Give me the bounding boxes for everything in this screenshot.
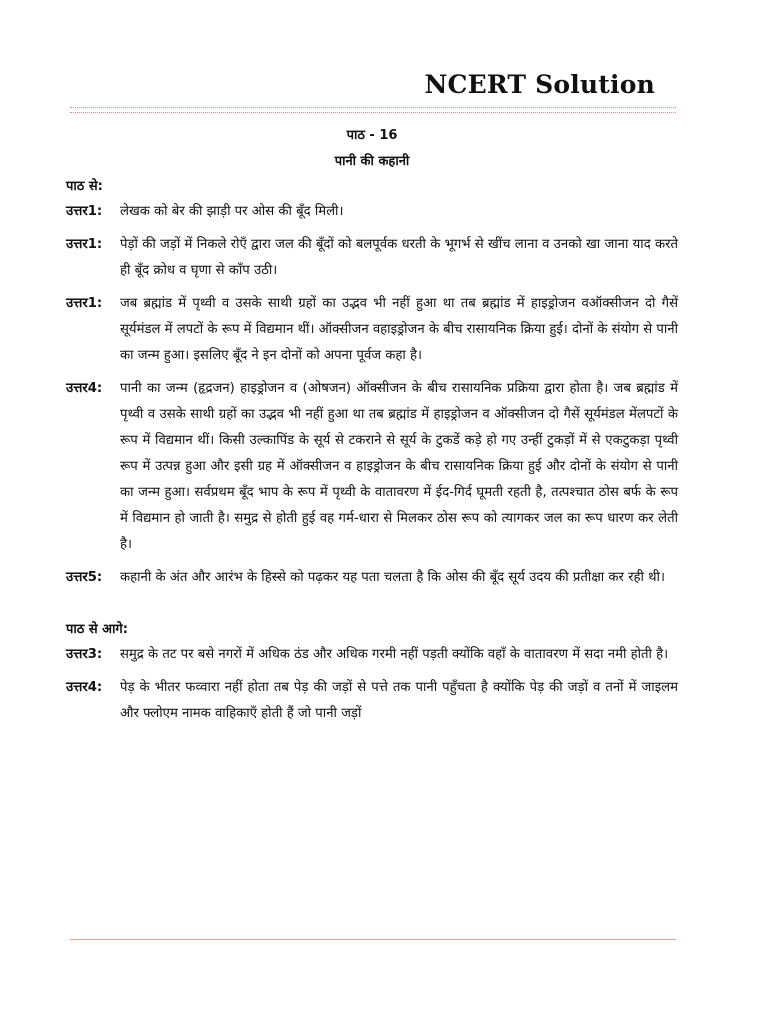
answer-item [66,376,678,558]
answer-text: पानी का जन्म (हृद्रजन) हाइड्रोजन व (ओषजन) ऑक्सीजन के बीच रासायनिक प्रक्रिया द्वारा होता है। जब ब्रह्मांड में पृथ्वी व उसके साथी ग्रहों का उद्भव भी नहीं हुआ था तब ब्रह्मांड में हाइड्रोजन व ऑक्सीजन दो गैसें सूर्यमंडल मेंलपटों के रूप में विद्यमान थीं। किसी उल्कापिंड के सूर्य से टकराने से सूर्य के टुकडें कड़े हो गए उन्हीं टुकड़ों में से एकटुकड़ा पृथ्वी रूप में उत्पन्न हुआ और इसी ग्रह में ऑक्सीजन व हाइड्रोजन के बीच रासायनिक क्रिया हुई और दोनों के संयोग से पानी का जन्म हुआ। सर्वप्रथम बूँद भाप के रूप में पृथ्वी के वातावरण में ईद-गिर्द घूमती रहती है, तत्पश्चात ठोस बर्फ के रूप में विद्यमान हो जाती है। समुद्र से होती हुई वह गर्म-धारा से मिलकर ठोस रूप को त्यागकर जल का रूप धारण कर लेती है। [120,381,678,552]
document-body [66,123,678,734]
footer-divider [70,939,676,940]
answer-item [66,675,678,727]
answer-label: उत्तर1: [66,296,103,311]
answer-label: उत्तर5: [66,570,103,585]
answer-item [66,642,678,668]
answer-text: कहानी के अंत और आरंभ के हिस्से को पढ़कर यह पता चलता है कि ओस की बूँद सूर्य उदय की प्रतीक्षा कर रही थी। [120,570,665,585]
lesson-title: पानी की कहानी [334,154,410,169]
section-spacer [66,598,678,618]
answer-label: उत्तर4: [66,381,103,396]
answer-label: उत्तर4: [66,680,103,695]
section-heading: पाठ से: [66,179,103,194]
header-title: NCERT Solution [424,70,655,99]
lesson-number: पाठ - 16 [346,128,398,143]
section-path-se-aage [66,618,678,727]
answer-item [66,232,678,284]
answer-text: जब ब्रह्मांड में पृथ्वी व उसके साथी ग्रहों का उद्भव भी नहीं हुआ था तब ब्रह्मांड में हाइड्रोजन वऑक्सीजन दो गैसें सूर्यमंडल में लपटों के रूप में विद्यमान थीं। ऑक्सीजन वहाइड्रोजन के बीच रासायनिक क्रिया हुई। दोनों के संयोग से पानी का जन्म हुआ। इसलिए बूँद ने इन दोनों को अपना पूर्वज कहा है। [120,296,678,363]
section-path-se [66,175,678,591]
section-heading: पाठ से आगे: [66,622,128,637]
answer-text: पेड़ों की जड़ों में निकले रोएँ द्वारा जल की बूँदों को बलपूर्वक धरती के भूगर्भ से खींच लाना व उनको खा जाना याद करते ही बूँद क्रोध व घृणा से काँप उठी। [120,237,678,278]
header-divider [70,107,676,113]
answer-text: लेखक को बेर की झाड़ी पर ओस की बूँद मिली। [120,204,344,219]
answer-text: समुद्र के तट पर बसे नगरों में अधिक ठंड और अधिक गरमी नहीं पड़ती क्योंकि वहाँ के वातावरण में सदा नमी होती है। [120,647,669,662]
answer-item [66,199,678,225]
answer-label: उत्तर1: [66,237,103,252]
answer-item [66,565,678,591]
answer-label: उत्तर1: [66,204,103,219]
answer-label: उत्तर3: [66,647,103,662]
answer-text: पेड़ के भीतर फव्वारा नहीं होता तब पेड़ की जड़ों से पत्ते तक पानी पहुँचता है क्योंकि पेड़ की जड़ों व तनों में जाइलम और फ्लोएम नामक वाहिकाएँ होती हैं जो पानी जड़ों [120,680,678,721]
answer-item [66,291,678,369]
